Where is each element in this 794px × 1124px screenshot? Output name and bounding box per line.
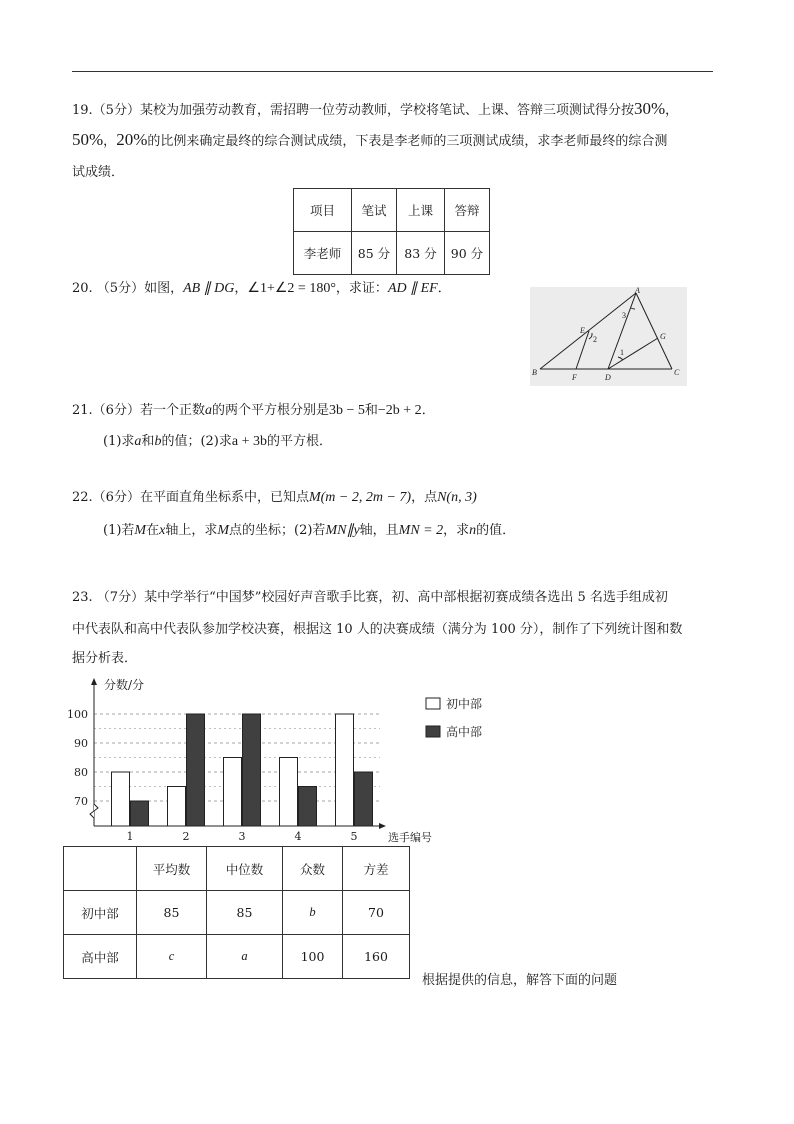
bar [336, 714, 354, 826]
y-tick-label: 100 [67, 708, 88, 721]
angle-3-arc [631, 308, 635, 309]
table-cell: c [137, 935, 207, 979]
segment-fe [576, 331, 589, 369]
table-cell: 85 [207, 891, 283, 935]
axis-break-mark [90, 804, 98, 818]
bar [299, 787, 317, 827]
table-cell: a [207, 935, 283, 979]
legend-label-senior: 高中部 [446, 725, 483, 739]
q23-line3: 据分析表． [72, 651, 138, 666]
y-axis-arrow [91, 678, 97, 685]
legend [426, 696, 482, 739]
x-tick-label: 4 [294, 830, 302, 843]
q20-line: 20. （5分）如图，AB ∥ DG，∠1+∠2 = 180°，求证：AD ∥ EF． [72, 281, 451, 296]
table-cell: 上课 [397, 189, 445, 232]
x-tick-labels [127, 830, 358, 843]
label-angle-3: 3 [622, 311, 626, 320]
q22-line1: 22.（6分）在平面直角坐标系中，已知点M(m − 2, 2m − 7)，点N(n, 3) [72, 490, 477, 505]
table-cell: 160 [343, 935, 410, 979]
table-cell: 项目 [294, 189, 352, 232]
label-d: D [605, 373, 611, 382]
bar [355, 772, 373, 826]
x-tick-label: 3 [238, 830, 246, 843]
x-tick-label: 2 [182, 830, 190, 843]
table-cell: 83 分 [397, 232, 445, 275]
x-axis-label: 选手编号 [388, 831, 432, 844]
q23-stat-table [63, 846, 410, 979]
table-cell: 笔试 [352, 189, 397, 232]
label-c: C [674, 368, 680, 377]
y-tick-label: 80 [74, 766, 88, 779]
bar [243, 714, 261, 826]
x-tick-label: 5 [350, 830, 358, 843]
y-tick-label: 90 [74, 737, 88, 750]
table-cell: 中位数 [207, 847, 283, 891]
table-cell: 70 [343, 891, 410, 935]
y-tick-label: 70 [74, 795, 88, 808]
bar [131, 801, 149, 826]
table-cell: 答辩 [445, 189, 490, 232]
score-bar-chart [60, 676, 483, 846]
label-g: G [660, 332, 666, 341]
legend-label-junior: 初中部 [446, 697, 483, 711]
table-cell: 初中部 [64, 891, 137, 935]
bar [187, 714, 205, 826]
bar [168, 787, 186, 827]
q21-line2: (1)求a和b的值；(2)求a + 3b的平方根． [103, 434, 332, 449]
table-cell: 85 分 [352, 232, 397, 275]
q21-line1: 21.（6分）若一个正数a的两个平方根分别是3b − 5和−2b + 2． [72, 403, 435, 418]
table-cell: b [283, 891, 343, 935]
x-tick-label: 1 [126, 830, 134, 843]
q19-line3: 试成绩． [72, 165, 125, 180]
q20-geometry-figure [530, 287, 687, 386]
table-cell [64, 847, 137, 891]
bar [224, 758, 242, 827]
label-e: E [580, 326, 585, 335]
label-angle-2: 2 [593, 335, 597, 344]
table-cell: 李老师 [294, 232, 352, 275]
q23-line2: 中代表队和高中代表队参加学校决赛，根据这 10 人的决赛成绩（满分为 100 分），制作了下列统计图和数 [72, 622, 683, 637]
label-f: F [572, 373, 577, 382]
q23-after-text: 根据提供的信息，解答下面的问题 [422, 973, 618, 988]
bars [112, 714, 373, 826]
table-cell: 90 分 [445, 232, 490, 275]
legend-swatch-senior [426, 726, 440, 737]
angle-1-arc [618, 357, 623, 360]
triangle-diagram [530, 287, 687, 386]
x-axis-arrow [379, 823, 386, 829]
table-cell: 85 [137, 891, 207, 935]
table-cell: 平均数 [137, 847, 207, 891]
q22-line2: (1)若M在x轴上，求M点的坐标；(2)若MN∥y轴，且MN = 2，求n的值． [103, 523, 516, 538]
q19-line2: 50%，20%的比例来确定最终的综合测试成绩，下表是李老师的三项测试成绩，求李老师最终的综合测 [72, 130, 668, 149]
label-angle-1: 1 [620, 348, 624, 357]
segment-dg [608, 338, 658, 369]
bar [280, 758, 298, 827]
q19-score-table [293, 188, 490, 275]
y-tick-labels [67, 708, 88, 808]
y-axis-label: 分数/分 [104, 678, 145, 692]
table-cell: 高中部 [64, 935, 137, 979]
legend-swatch-junior [426, 698, 440, 709]
bar [112, 772, 130, 826]
label-b: B [532, 368, 537, 377]
q19-line1: 19.（5分）某校为加强劳动教育，需招聘一位劳动教师，学校将笔试、上课、答辩三项测试得分按30%， [72, 99, 679, 118]
q23-line1: 23. （7分）某中学举行“中国梦”校园好声音歌手比赛，初、高中部根据初赛成绩各选出 5 名选手组成初 [72, 590, 668, 605]
segment-ac [636, 293, 672, 369]
table-cell: 方差 [343, 847, 410, 891]
table-cell: 众数 [283, 847, 343, 891]
label-a: A [635, 286, 640, 295]
table-cell: 100 [283, 935, 343, 979]
angle-2-arc [589, 333, 592, 339]
top-rule [72, 71, 713, 72]
